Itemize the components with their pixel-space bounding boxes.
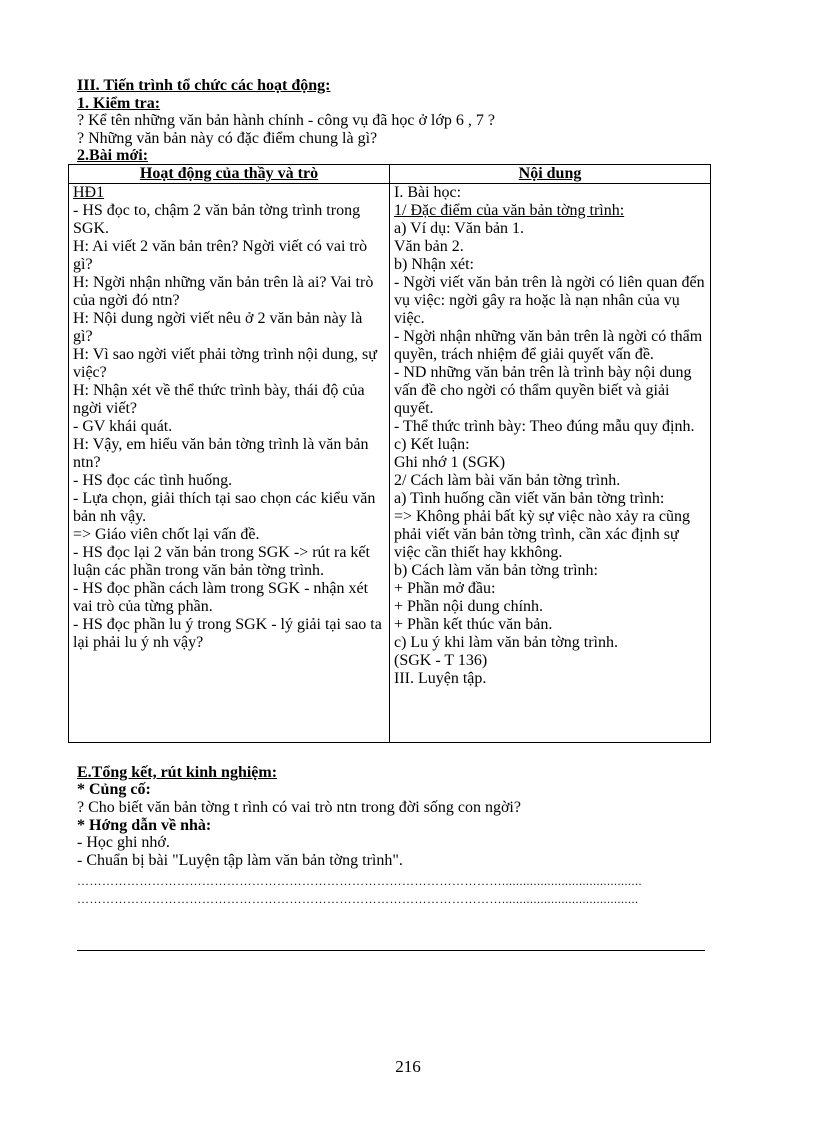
content-line: - Ngời nhận những văn bản trên là ngời có thẩm quyền, trách nhiệm để giải quyết vấn đề.	[394, 328, 703, 363]
content-line: Ghi nhớ 1 (SGK)	[394, 454, 506, 471]
content-cell	[390, 184, 711, 743]
activity-line: => Giáo viên chốt lại vấn đề.	[73, 526, 260, 543]
content-line: III. Luyện tập.	[394, 670, 487, 687]
activity-line: - GV khái quát.	[73, 418, 173, 435]
content-line: a) Ví dụ: Văn bản 1.	[394, 220, 525, 237]
content-line: c) Lu ý khi làm văn bản tờng trình.	[394, 634, 618, 651]
activity-line: - HS đọc các tình huống.	[73, 472, 233, 489]
homework-item-1: - Học ghi nhớ.	[77, 834, 170, 851]
activity-line: H: Nội dung ngời viết nêu ở 2 văn bản này là gì?	[73, 310, 363, 345]
consolidate-title: * Củng cố:	[77, 781, 151, 798]
homework-item-2: - Chuẩn bị bài "Luyện tập làm văn bản tờng trình".	[77, 852, 403, 869]
content-line: - Ngời viết văn bản trên là ngời có liên quan đến vụ việc: ngời gây ra hoặc là nạn nhân của vụ việc.	[394, 274, 705, 327]
dotted-line: …………………………………………………………………………………………........................................	[77, 874, 642, 888]
content-line: a) Tình huống cần viết văn bản tờng trình:	[394, 490, 665, 507]
activity-line: H: Nhận xét về thể thức trình bày, thái độ của ngời viết?	[73, 382, 365, 417]
activity-line: H: Ngời nhận những văn bản trên là ai? Vai trò của ngời đó ntn?	[73, 274, 374, 309]
activity-line: - HS đọc phần lu ý trong SGK - lý giải tại sao ta lại phải lu ý nh vậy?	[73, 616, 382, 651]
section-title: III. Tiến trình tổ chức các hoạt động:	[77, 77, 331, 94]
content-line: + Phần kết thúc văn bản.	[394, 616, 553, 633]
check-question-1: ? Kể tên những văn bản hành chính - công vụ đã học ở lớp 6 , 7 ?	[77, 112, 495, 129]
content-line: => Không phải bất kỳ sự việc nào xảy ra cũng phải viết văn bản tờng trình, cần xác định sự việc cần thiết hay kkhông.	[394, 508, 690, 561]
activity-line: - HS đọc phần cách làm trong SGK - nhận xét vai trò của từng phần.	[73, 580, 369, 615]
activity-line: - HS đọc lại 2 văn bản trong SGK -> rút ra kết luận các phần trong văn bản tờng trình.	[73, 544, 370, 579]
content-line: - ND những văn bản trên là trình bày nội dung vấn đề cho ngời có thẩm quyền biết và giải quyết.	[394, 364, 692, 417]
content-line: c) Kết luận:	[394, 436, 470, 453]
consolidate-question: ? Cho biết văn bản tờng t rình có vai trò ntn trong đời sống con ngời?	[77, 799, 521, 816]
page-number: 216	[395, 1057, 421, 1076]
divider	[77, 950, 705, 951]
summary-title: E.Tổng kết, rút kinh nghiệm:	[77, 764, 278, 781]
activity-line: - HS đọc to, chậm 2 văn bản tờng trình trong SGK.	[73, 202, 361, 237]
homework-title: * Hớng dẫn về nhà:	[77, 817, 212, 834]
content-line: I. Bài học:	[394, 184, 462, 201]
check-title: 1. Kiểm tra:	[77, 95, 161, 112]
content-line: - Thể thức trình bày: Theo đúng mẫu quy định.	[394, 418, 695, 435]
content-line: b) Nhận xét:	[394, 256, 474, 273]
content-line: Văn bản 2.	[394, 238, 464, 255]
content-line: + Phần mở đầu:	[394, 580, 496, 597]
activities-cell	[69, 184, 390, 743]
content-line: + Phần nội dung chính.	[394, 598, 544, 615]
lesson-table	[68, 164, 711, 743]
content-line: b) Cách làm văn bản tờng trình:	[394, 562, 598, 579]
activity-line: H: Vậy, em hiểu văn bản tờng trình là văn bản ntn?	[73, 436, 369, 471]
activity-line: H: Vì sao ngời viết phải tờng trình nội dung, sự việc?	[73, 346, 377, 381]
dotted-line: ………………………………………………………………………………………….......................................	[77, 892, 639, 906]
content-line: 1/ Đặc điểm của văn bản tờng trình:	[394, 202, 625, 219]
check-question-2: ? Những văn bản này có đặc điểm chung là gì?	[77, 130, 378, 147]
content-line: (SGK - T 136)	[394, 652, 488, 669]
activity-line: H: Ai viết 2 văn bản trên? Ngời viết có vai trò gì?	[73, 238, 368, 273]
activity-line: - Lựa chọn, giải thích tại sao chọn các kiểu văn bản nh vậy.	[73, 490, 376, 525]
column-header-content: Nội dung	[390, 165, 711, 184]
column-header-activities: Hoạt động của thầy và trò	[69, 165, 390, 184]
activity-line: HĐ1	[73, 184, 105, 201]
new-lesson-title: 2.Bài mới:	[77, 147, 149, 164]
content-line: 2/ Cách làm bài văn bản tờng trình.	[394, 472, 621, 489]
